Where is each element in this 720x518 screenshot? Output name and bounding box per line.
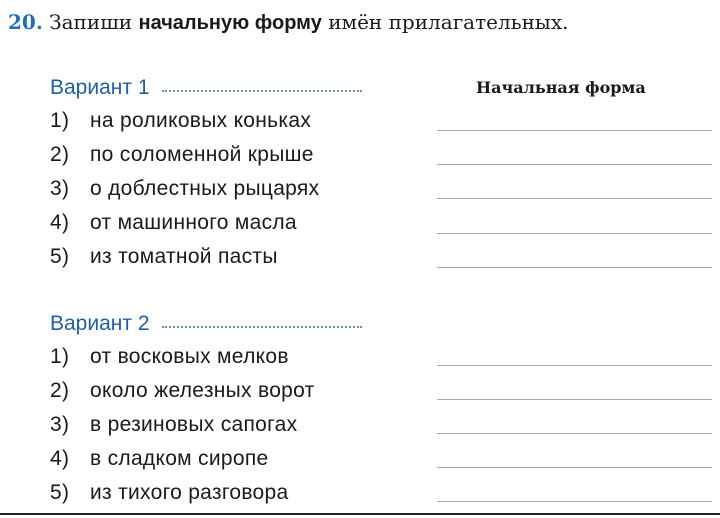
- item-number: 5): [50, 481, 70, 504]
- item-number: 4): [50, 447, 70, 470]
- answer-line[interactable]: [437, 467, 712, 468]
- list-item: [50, 104, 362, 138]
- variant-title-text: Вариант 2: [50, 312, 150, 335]
- item-number: 2): [50, 379, 70, 402]
- list-item: [50, 172, 362, 206]
- list-item: [50, 206, 362, 240]
- item-text: от восковых мелков: [90, 345, 289, 368]
- list-item: [50, 340, 362, 374]
- task-text-pre: Запиши: [49, 10, 139, 34]
- task-header: [8, 10, 568, 35]
- task-number: 20.: [8, 10, 43, 34]
- item-text: в сладком сиропе: [90, 447, 269, 470]
- item-number: 2): [50, 143, 70, 166]
- item-text: о доблестных рыцарях: [90, 177, 320, 200]
- answer-line[interactable]: [437, 399, 712, 400]
- item-text: около железных ворот: [90, 379, 315, 402]
- item-number: 1): [50, 345, 70, 368]
- list-item: [50, 138, 362, 172]
- variant-2: [50, 312, 362, 510]
- answer-line[interactable]: [437, 198, 712, 199]
- answer-line[interactable]: [437, 267, 712, 268]
- answer-line[interactable]: [437, 365, 712, 366]
- list-item: [50, 240, 362, 274]
- answer-line[interactable]: [437, 130, 712, 131]
- item-number: 5): [50, 245, 70, 268]
- item-text: из тихого разговора: [90, 481, 289, 504]
- variant-title-dots: [162, 90, 362, 92]
- answer-line[interactable]: [437, 433, 712, 434]
- item-text: по соломенной крыше: [90, 143, 314, 166]
- bottom-rule: [0, 513, 720, 515]
- answer-line[interactable]: [437, 164, 712, 165]
- item-number: 3): [50, 177, 70, 200]
- list-item: [50, 442, 362, 476]
- answer-line[interactable]: [437, 233, 712, 234]
- task-text-post: имён прилагательных.: [328, 10, 569, 34]
- item-number: 3): [50, 413, 70, 436]
- list-item: [50, 374, 362, 408]
- item-text: на роликовых коньках: [90, 109, 312, 132]
- item-text: от машинного масла: [90, 211, 297, 234]
- item-text: из томатной пасты: [90, 245, 278, 268]
- variant-1: [50, 76, 362, 274]
- column-title: Начальная форма: [476, 78, 646, 97]
- answer-line[interactable]: [437, 501, 712, 502]
- item-number: 1): [50, 109, 70, 132]
- item-text: в резиновых сапогах: [90, 413, 298, 436]
- variant-title: [50, 312, 362, 336]
- item-number: 4): [50, 211, 70, 234]
- task-text-bold: начальную форму: [138, 12, 322, 34]
- variant-title: [50, 76, 362, 100]
- variant-title-dots: [162, 326, 362, 328]
- list-item: [50, 408, 362, 442]
- variant-title-text: Вариант 1: [50, 76, 150, 99]
- list-item: [50, 476, 362, 510]
